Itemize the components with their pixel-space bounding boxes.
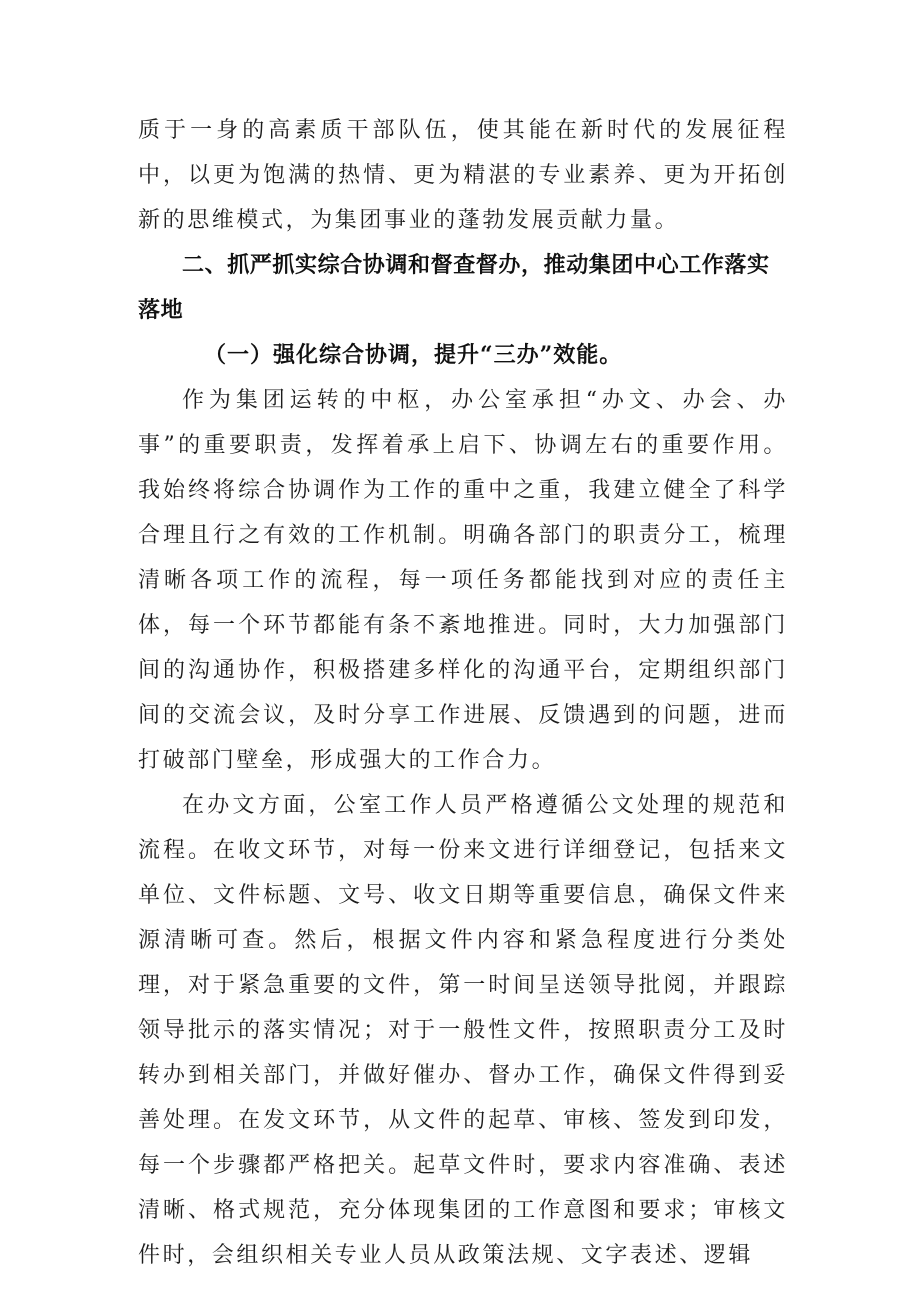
paragraph-document-handling: 在办文方面，公室工作人员严格遵循公文处理的规范和流程。在收文环节，对每一份来文进行详细登记，包括来文单位、文件标题、文号、收文日期等重要信息，确保文件来源清晰可查。然后，根据文件内容和紧急程度进行分类处理，对于紧急重要的文件，第一时间呈送领导批阅，并跟踪领导批示的落实情况；对于一般性文件，按照职责分工及时转办到相关部门，并做好催办、督办工作，确保文件得到妥善处理。在发文环节，从文件的起草、审核、签发到印发，每一个步骤都严格把关。起草文件时，要求内容准确、表述清晰、格式规范，充分体现集团的工作意图和要求；审核文件时，会组织相关专业人员从政策法规、文字表述、逻辑 — [138, 793, 788, 1268]
section-heading: 二、抓严抓实综合协调和督查督办，推动集团中心工作落实落地 — [138, 253, 770, 323]
paragraph-coordination: 作为集团运转的中枢，办公室承担“办文、办会、办事”的重要职责，发挥着承上启下、协调左右的重要作用。我始终将综合协调作为工作的重中之重，我建立健全了科学合理且行之有效的工作机制。明确各部门的职责分工，梳理清晰各项工作的流程，每一项任务都能找到对应的责任主体，每一个环节都能有条不紊地推进。同时，大力加强部门间的沟通协作，积极搭建多样化的沟通平台，定期组织部门间的交流会议，及时分享工作进展、反馈遇到的问题，进而打破部门壁垒，形成强大的工作合力。 — [138, 388, 788, 773]
paragraph-continued: 质于一身的高素质干部队伍，使其能在新时代的发展征程中，以更为饱满的热情、更为精湛的专业素养、更为开拓创新的思维模式，为集团事业的蓬勃发展贡献力量。 — [138, 118, 788, 233]
document-body — [138, 108, 788, 1278]
subsection-heading: （一）强化综合协调，提升“三办”效能。 — [204, 342, 623, 368]
